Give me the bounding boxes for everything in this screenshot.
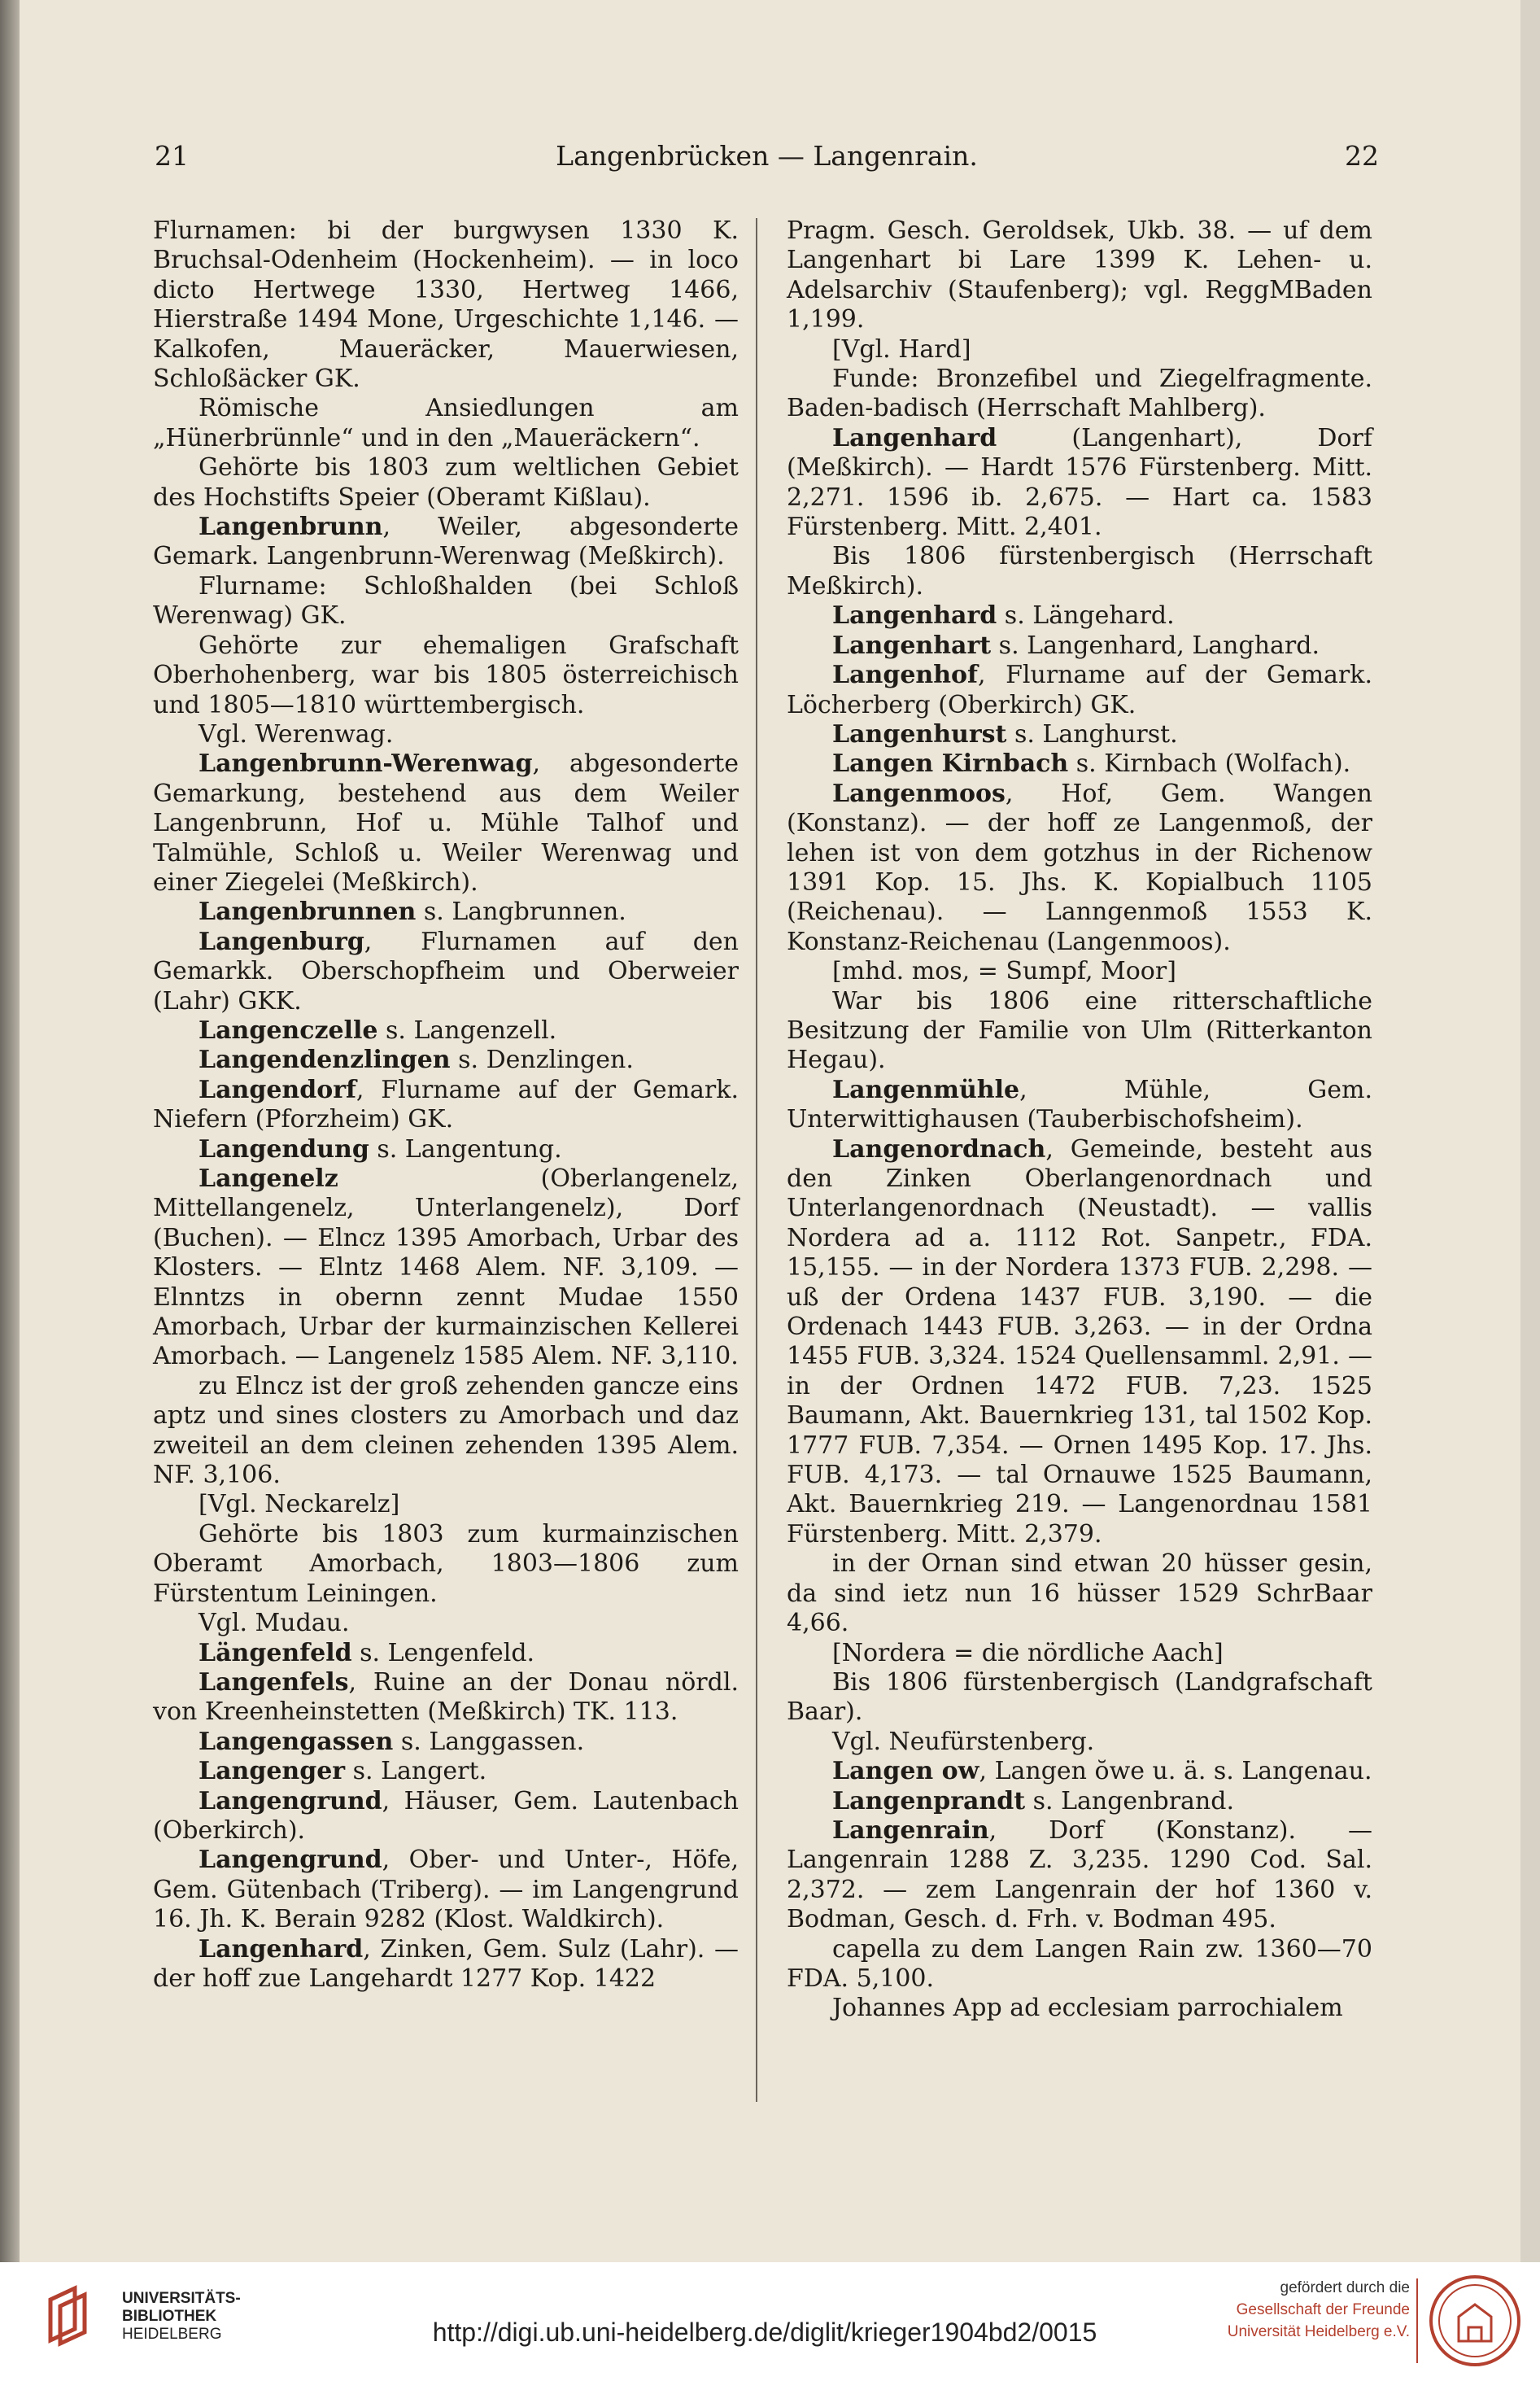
text-entry: Langenmühle, Mühle, Gem. Unterwittighausen (Tauberbischofsheim). <box>787 1075 1372 1134</box>
text-entry: [Nordera = die nördliche Aach] <box>832 1638 1224 1667</box>
text-entry: Langenger s. Langert. <box>198 1757 487 1786</box>
entry-headword: Langenbrunnen <box>198 898 417 927</box>
entry-headword: Langenburg <box>198 927 364 956</box>
text-entry: Langenburg, Flurnamen auf den Gemarkk. Oberschopfheim und Oberweier (Lahr) GKK. <box>153 927 739 1016</box>
entry-headword: Langenprandt <box>832 1786 1026 1815</box>
entry-headword: Langenhurst <box>832 719 1007 749</box>
text-entry: Römische Ansiedlungen am „Hünerbrünnle“ und in den „Maueräckern“. <box>153 394 739 452</box>
text-entry: Langen ow, Langen ŏwe u. ä. s. Langenau. <box>832 1757 1372 1786</box>
entry-headword: Langen ow <box>832 1757 979 1786</box>
entry-headword: Langengassen <box>198 1727 394 1756</box>
text-entry: Langengassen s. Langgassen. <box>198 1727 585 1756</box>
text-entry: Vgl. Neufürstenberg. <box>832 1727 1095 1756</box>
text-entry: Johannes App ad ecclesiam parrochialem <box>832 1994 1343 2023</box>
text-entry: Langenhart s. Langenhard, Langhard. <box>832 631 1320 660</box>
text-entry: Langengrund, Ober- und Unter-, Höfe, Gem. Gütenbach (Triberg). — im Langengrund 16. Jh. K. Berain 9282 (Klost. Waldkirch). <box>153 1846 739 1934</box>
text-entry: Langendorf, Flurname auf der Gemark. Niefern (Pforzheim) GK. <box>153 1075 739 1134</box>
entry-headword: Langenelz <box>198 1164 338 1193</box>
text-entry: Langenbrunnen s. Langbrunnen. <box>198 898 626 927</box>
entry-headword: Langenmühle <box>832 1075 1020 1104</box>
text-entry: Langenbrunn, Weiler, abgesonderte Gemark. Langenbrunn-Werenwag (Meßkirch). <box>153 513 739 571</box>
entry-headword: Langenordnach <box>832 1134 1046 1164</box>
entry-headword: Langenfels <box>198 1667 349 1697</box>
text-entry: War bis 1806 eine ritterschaftliche Besitzung der Familie von Ulm (Ritterkanton Hegau). <box>787 986 1372 1075</box>
entry-headword: Langenbrunn-Werenwag <box>198 749 533 779</box>
sponsor-divider <box>1416 2278 1418 2363</box>
entry-headword: Langenhard <box>832 601 997 631</box>
text-entry: Vgl. Werenwag. <box>198 719 394 749</box>
text-entry: [Vgl. Hard] <box>832 334 971 364</box>
text-entry: Gehörte bis 1803 zum weltlichen Gebiet des Hochstifts Speier (Oberamt Kißlau). <box>153 453 739 512</box>
text-entry: Gehörte bis 1803 zum kurmainzischen Oberamt Amorbach, 1803—1806 zum Fürstentum Leiningen. <box>153 1519 739 1608</box>
text-entry: Langenhard, Zinken, Gem. Sulz (Lahr). — der hoff zue Langehardt 1277 Kop. 1422 <box>153 1934 739 1993</box>
entry-headword: Langenbrunn <box>198 513 383 542</box>
library-name-line2: BIBLIOTHEK <box>122 2308 217 2325</box>
entry-headword: Langengrund <box>198 1786 382 1815</box>
page-number-right: 22 <box>1345 140 1379 172</box>
text-entry: Langendenzlingen s. Denzlingen. <box>198 1046 634 1075</box>
library-name <box>122 2290 241 2344</box>
entry-headword: Langen Kirnbach <box>832 749 1069 779</box>
text-entry: Funde: Bronzefibel und Ziegelfragmente. Baden-badisch (Herrschaft Mahlberg). <box>787 365 1372 423</box>
entry-headword: Langengrund <box>198 1846 382 1875</box>
permalink-url[interactable]: http://digi.ub.uni-heidelberg.de/diglit/krieger1904bd2/0015 <box>432 2318 1097 2347</box>
right-text-column <box>787 216 1372 2024</box>
text-entry: Langenhurst s. Langhurst. <box>832 719 1178 749</box>
library-logo-icon <box>42 2283 107 2348</box>
entry-headword: Langenrain <box>832 1815 989 1845</box>
text-entry: capella zu dem Langen Rain zw. 1360—70 FDA. 5,100. <box>787 1934 1372 1993</box>
text-entry: Flurnamen: bi der burgwysen 1330 K. Bruchsal-Odenheim (Hockenheim). — in loco dicto Hertwege 1330, Hertweg 1466, Hierstraße 1494 Mone, Urgeschichte 1,146. — Kalkofen, Maueräcker, Mauerwiesen, Schloßäcker GK. <box>153 216 739 394</box>
text-entry: Langenbrunn-Werenwag, abgesonderte Gemarkung, bestehend aus dem Weiler Langenbrunn, Hof u. Mühle Talhof und Talmühle, Schloß u. Weiler Werenwag und einer Ziegelei (Meßkirch). <box>153 749 739 897</box>
text-entry: Gehörte zur ehemaligen Grafschaft Oberhohenberg, war bis 1805 österreichisch und 1805—1810 württembergisch. <box>153 631 739 719</box>
entry-headword: Langendenzlingen <box>198 1046 451 1075</box>
text-entry: [mhd. mos, = Sumpf, Moor] <box>832 957 1176 986</box>
text-entry: Langenczelle s. Langenzell. <box>198 1016 557 1045</box>
entry-headword: Langenhart <box>832 631 992 660</box>
text-entry: Pragm. Gesch. Geroldsek, Ukb. 38. — uf dem Langenhart bi Lare 1399 K. Lehen- u. Adelsarchiv (Staufenberg); vgl. ReggMBaden 1,199. <box>787 216 1372 334</box>
column-divider <box>756 218 757 2102</box>
book-spine-shadow <box>0 0 20 2262</box>
entry-headword: Langenmoos <box>832 779 1006 808</box>
text-entry: Langenhard s. Längehard. <box>832 601 1175 631</box>
text-entry: Flurname: Schloßhalden (bei Schloß Werenwag) GK. <box>153 571 739 631</box>
text-entry: Langenhard (Langenhart), Dorf (Meßkirch). — Hardt 1576 Fürstenberg. Mitt. 2,271. 1596 ib. 2,675. — Hart ca. 1583 Fürstenberg. Mitt. 2,401. <box>787 423 1372 542</box>
text-entry: Langengrund, Häuser, Gem. Lautenbach (Oberkirch). <box>153 1786 739 1845</box>
sponsor-name-line2: Universität Heidelberg e.V. <box>1227 2323 1410 2340</box>
sponsor-note <box>1182 2277 1410 2343</box>
entry-headword: Langenger <box>198 1757 346 1786</box>
library-name-line3: HEIDELBERG <box>122 2326 222 2343</box>
left-text-column <box>153 216 739 1994</box>
entry-headword: Langendung <box>198 1134 369 1164</box>
entry-headword: Langendorf <box>198 1075 356 1104</box>
entry-headword: Längenfeld <box>198 1638 352 1667</box>
text-entry: Langenprandt s. Langenbrand. <box>832 1786 1234 1815</box>
text-entry: Bis 1806 fürstenbergisch (Landgrafschaft Baar). <box>787 1667 1372 1727</box>
text-entry: Langendung s. Langentung. <box>198 1134 562 1164</box>
text-entry: Langenfels, Ruine an der Donau nördl. von Kreenheinstetten (Meßkirch) TK. 113. <box>153 1667 739 1727</box>
text-entry: Langenhof, Flurname auf der Gemark. Löcherberg (Oberkirch) GK. <box>787 661 1372 719</box>
running-title: Langenbrücken — Langenrain. <box>556 140 978 172</box>
page-number-left: 21 <box>155 140 189 172</box>
entry-headword: Langenczelle <box>198 1016 378 1045</box>
sponsor-name-line1: Gesellschaft der Freunde <box>1236 2301 1410 2318</box>
sponsor-intro: gefördert durch die <box>1280 2279 1410 2296</box>
university-seal-icon <box>1426 2272 1524 2370</box>
text-entry: Langenrain, Dorf (Konstanz). — Langenrain 1288 Z. 3,235. 1290 Cod. Sal. 2,372. — zem Langenrain der hof 1360 v. Bodman, Gesch. d. Frh. v. Bodman 495. <box>787 1815 1372 1934</box>
entry-headword: Langenhof <box>832 661 978 690</box>
text-entry: Bis 1806 fürstenbergisch (Herrschaft Meßkirch). <box>787 542 1372 601</box>
page-header <box>155 140 1379 181</box>
library-name-line1: UNIVERSITÄTS- <box>122 2290 241 2307</box>
text-entry: Längenfeld s. Lengenfeld. <box>198 1638 535 1667</box>
text-entry: Vgl. Mudau. <box>198 1609 350 1638</box>
footer-bar <box>0 2262 1540 2381</box>
text-entry: in der Ornan sind etwan 20 hüsser gesin, da sind ietz nun 16 hüsser 1529 SchrBaar 4,66. <box>787 1549 1372 1638</box>
text-entry: zu Elncz ist der groß zehenden gancze eins aptz und sines closters zu Amorbach und daz zweiteil an dem cleinen zehenden 1395 Alem. NF. 3,106. <box>153 1371 739 1490</box>
text-entry: Langenelz (Oberlangenelz, Mittellangenelz, Unterlangenelz), Dorf (Buchen). — Elncz 1395 Amorbach, Urbar des Klosters. — Elntz 1468 Alem. NF. 3,109. — Elnntzs in obernn zennt Mudae 1550 Amorbach, Urbar der kurmainzischen Kellerei Amorbach. — Langenelz 1585 Alem. NF. 3,110. <box>153 1164 739 1371</box>
text-entry: Langenmoos, Hof, Gem. Wangen (Konstanz). — der hoff ze Langenmoß, der lehen ist von dem gotzhus in der Richenow 1391 Kop. 15. Jhs. K. Kopialbuch 1105 (Reichenau). — Lanngenmoß 1553 K. Konstanz-Reichenau (Langenmoos). <box>787 779 1372 956</box>
entry-headword: Langenhard <box>832 423 997 452</box>
text-entry: Langenordnach, Gemeinde, besteht aus den Zinken Oberlangenordnach und Unterlangenordnach (Neustadt). — vallis Nordera ad a. 1112 Rot. Sanpetr., FDA. 15,155. — in der Nordera 1373 FUB. 2,298. — uß der Ordena 1437 FUB. 3,190. — die Ordenach 1443 FUB. 3,263. — in der Ordna 1455 FUB. 3,324. 1524 Quellensamml. 2,91. — in der Ordnen 1472 FUB. 7,23. 1525 Baumann, Akt. Bauernkrieg 131, tal 1502 Kop. 1777 FUB. 7,354. — Ornen 1495 Kop. 17. Jhs. FUB. 4,173. — tal Ornauwe 1525 Baumann, Akt. Bauernkrieg 219. — Langenordnau 1581 Fürstenberg. Mitt. 2,379. <box>787 1134 1372 1549</box>
text-entry: Langen Kirnbach s. Kirnbach (Wolfach). <box>832 749 1351 779</box>
entry-headword: Langenhard <box>198 1934 364 1964</box>
text-entry: [Vgl. Neckarelz] <box>198 1490 400 1519</box>
